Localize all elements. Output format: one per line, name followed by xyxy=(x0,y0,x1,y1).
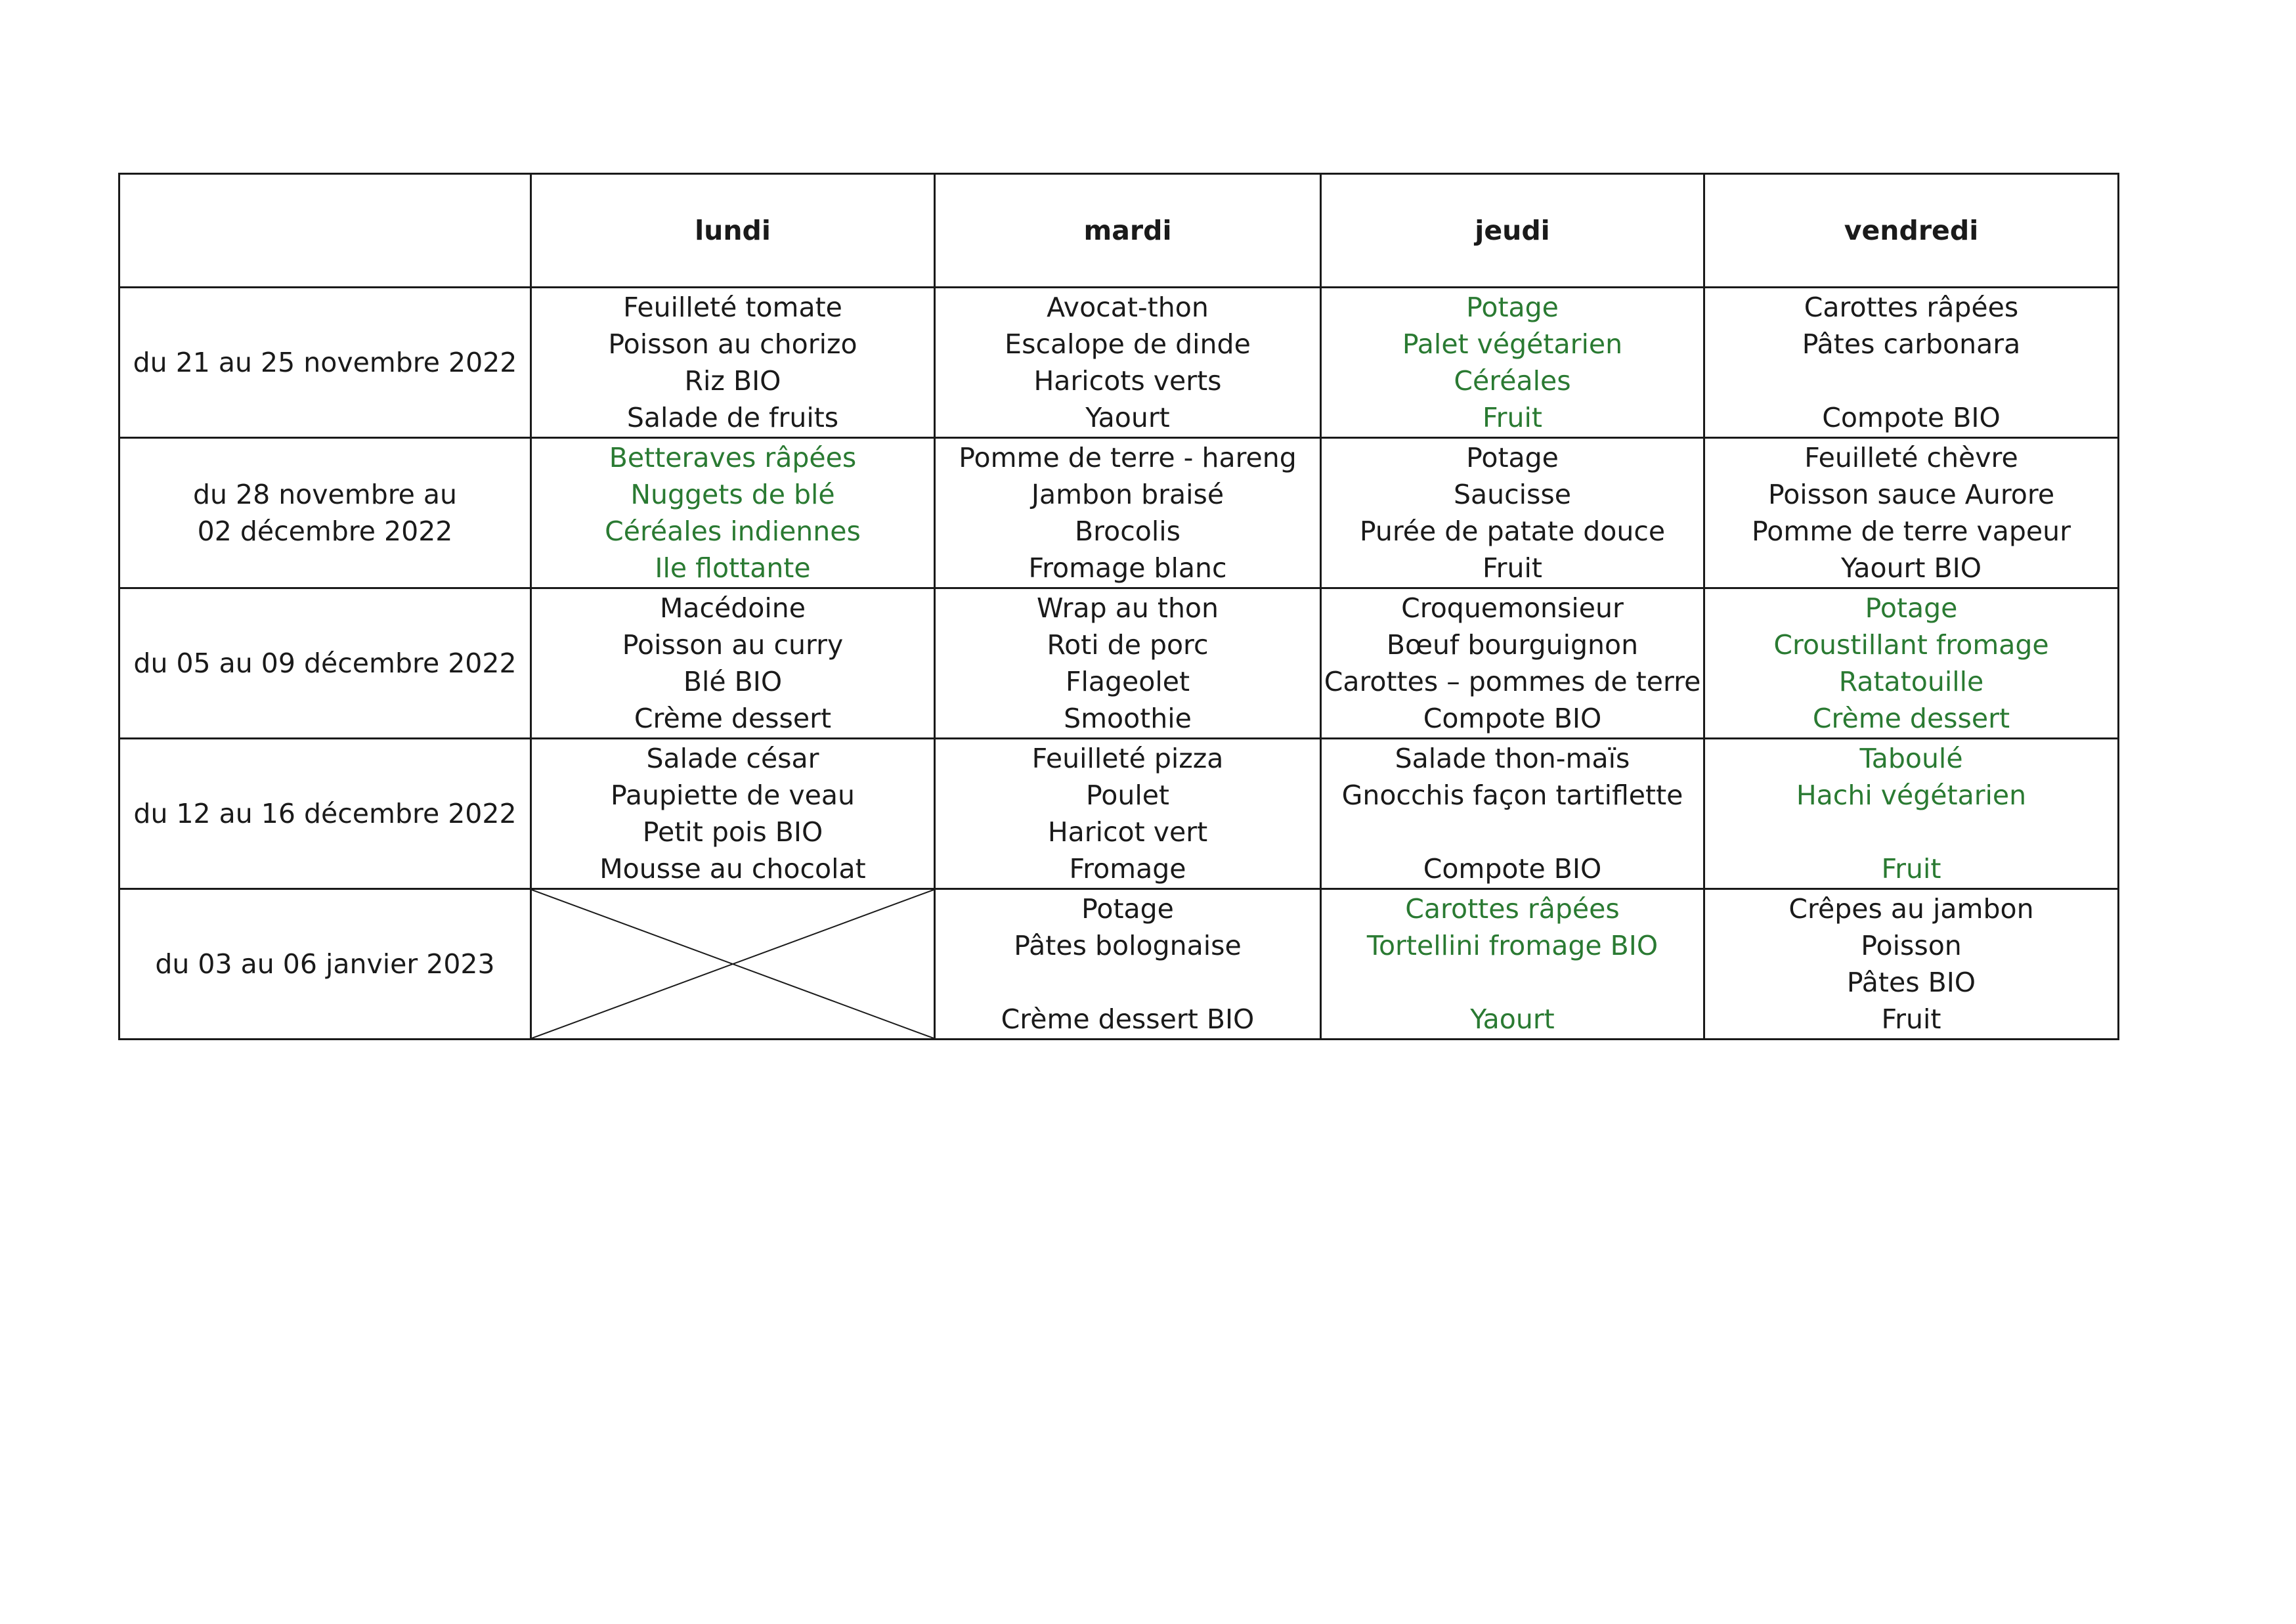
dish-item: Céréales indiennes xyxy=(605,516,861,547)
menu-cell-mardi xyxy=(935,438,1321,588)
dish-item: Jambon braisé xyxy=(1031,479,1224,510)
menu-cell-lundi xyxy=(531,739,935,889)
dish-item: Poisson sauce Aurore xyxy=(1767,479,2055,510)
menu-cell-mardi xyxy=(935,889,1321,1040)
dish-item: Gnocchis façon tartiflette xyxy=(1341,779,1683,811)
dish-item: Bœuf bourguignon xyxy=(1386,629,1639,661)
menu-cell-vendredi xyxy=(1704,588,2119,739)
day-header-lundi: lundi xyxy=(531,174,935,288)
dish-item: Smoothie xyxy=(1064,703,1192,734)
dish-item: Flageolet xyxy=(1065,666,1190,697)
dish-item: Crêpes au jambon xyxy=(1788,893,2034,925)
menu-cell-lundi xyxy=(531,588,935,739)
dish-item: Roti de porc xyxy=(1047,629,1209,661)
week-label xyxy=(119,438,531,588)
dish-item: Ratatouille xyxy=(1838,666,1984,697)
dish-item xyxy=(1322,964,1703,1001)
dish-item: Potage xyxy=(1081,893,1174,925)
menu-cell-vendredi xyxy=(1704,438,2119,588)
day-header-mardi: mardi xyxy=(935,174,1321,288)
dish-item: Carottes râpées xyxy=(1804,292,2019,323)
dish-item: Palet végétarien xyxy=(1402,328,1623,360)
dish-item: Betteraves râpées xyxy=(609,442,857,473)
dish-item xyxy=(1705,362,2117,399)
dish-item: Paupiette de veau xyxy=(611,779,855,811)
header-row xyxy=(119,174,2119,288)
menu-cell-jeudi xyxy=(1321,588,1704,739)
dish-item: Purée de patate douce xyxy=(1359,516,1666,547)
week-label xyxy=(119,588,531,739)
dish-item: Poisson xyxy=(1861,930,1962,961)
dish-item: Petit pois BIO xyxy=(642,816,823,848)
dish-item: Feuilleté pizza xyxy=(1031,743,1224,774)
dish-item: Haricots verts xyxy=(1033,365,1222,397)
dish-item: Wrap au thon xyxy=(1036,592,1219,624)
dish-item: Fruit xyxy=(1483,402,1542,433)
menu-cell-jeudi xyxy=(1321,438,1704,588)
day-header-vendredi: vendredi xyxy=(1704,174,2119,288)
menu-cell-jeudi xyxy=(1321,739,1704,889)
dish-item: Croustillant fromage xyxy=(1773,629,2049,661)
week-label xyxy=(119,288,531,438)
week-label-line: 02 décembre 2022 xyxy=(197,516,453,547)
dish-item: Yaourt xyxy=(1085,402,1170,433)
menu-cell-vendredi xyxy=(1704,889,2119,1040)
dish-item: Compote BIO xyxy=(1423,703,1602,734)
menu-cell-vendredi xyxy=(1704,739,2119,889)
dish-item: Carottes – pommes de terre xyxy=(1324,666,1701,697)
dish-item: Ile flottante xyxy=(655,552,811,584)
dish-item: Nuggets de blé xyxy=(630,479,835,510)
week-label-line: du 05 au 09 décembre 2022 xyxy=(133,647,517,679)
dish-item: Macédoine xyxy=(660,592,806,624)
dish-item: Fruit xyxy=(1881,1003,1941,1035)
week-row xyxy=(119,288,2119,438)
dish-item: Céréales xyxy=(1454,365,1571,397)
menu-cell-lundi xyxy=(531,288,935,438)
day-header-jeudi: jeudi xyxy=(1321,174,1704,288)
menu-cell-mardi xyxy=(935,288,1321,438)
dish-item: Compote BIO xyxy=(1423,853,1602,885)
dish-item: Mousse au chocolat xyxy=(599,853,866,885)
dish-item: Poisson au chorizo xyxy=(608,328,857,360)
dish-item: Yaourt BIO xyxy=(1840,552,1982,584)
header-corner-cell xyxy=(119,174,531,288)
dish-item xyxy=(1322,814,1703,850)
week-label-line: du 03 au 06 janvier 2023 xyxy=(155,948,495,980)
dish-item: Crème dessert xyxy=(1812,703,2010,734)
week-row xyxy=(119,588,2119,739)
dish-item: Feuilleté chèvre xyxy=(1804,442,2018,473)
week-label-line: du 12 au 16 décembre 2022 xyxy=(133,798,517,829)
dish-item: Potage xyxy=(1466,442,1559,473)
dish-item: Avocat-thon xyxy=(1047,292,1209,323)
dish-item: Croquemonsieur xyxy=(1401,592,1624,624)
dish-item: Riz BIO xyxy=(684,365,781,397)
week-label-line: du 28 novembre au xyxy=(192,479,458,510)
dish-item: Salade césar xyxy=(646,743,819,774)
dish-item: Haricot vert xyxy=(1047,816,1208,848)
week-label xyxy=(119,889,531,1040)
dish-item: Fromage blanc xyxy=(1028,552,1227,584)
dish-item: Compote BIO xyxy=(1822,402,2001,433)
dish-item: Pomme de terre - hareng xyxy=(959,442,1297,473)
dish-item: Pâtes bolognaise xyxy=(1014,930,1242,961)
dish-item: Yaourt xyxy=(1470,1003,1555,1035)
dish-item: Salade de fruits xyxy=(626,402,839,433)
menu-cell-jeudi xyxy=(1321,288,1704,438)
dish-item: Fromage xyxy=(1069,853,1186,885)
dish-item: Feuilleté tomate xyxy=(623,292,842,323)
week-label-line: du 21 au 25 novembre 2022 xyxy=(133,347,517,378)
week-row xyxy=(119,889,2119,1040)
menu-cell-lundi xyxy=(531,438,935,588)
dish-item: Crème dessert xyxy=(634,703,832,734)
menu-cell-vendredi xyxy=(1704,288,2119,438)
dish-item xyxy=(1705,814,2117,850)
dish-item: Taboulé xyxy=(1859,743,1963,774)
dish-item: Potage xyxy=(1865,592,1958,624)
dish-item: Saucisse xyxy=(1453,479,1571,510)
dish-item: Pâtes carbonara xyxy=(1802,328,2021,360)
dish-item: Fruit xyxy=(1881,853,1941,885)
week-row xyxy=(119,739,2119,889)
menu-table xyxy=(118,173,2119,1040)
dish-item: Salade thon-maïs xyxy=(1395,743,1630,774)
week-label xyxy=(119,739,531,889)
dish-item: Escalope de dinde xyxy=(1005,328,1251,360)
dish-item: Fruit xyxy=(1483,552,1542,584)
cross-mark xyxy=(532,890,934,1038)
dish-item: Blé BIO xyxy=(683,666,783,697)
menu-cell-mardi xyxy=(935,588,1321,739)
dish-item: Pâtes BIO xyxy=(1846,967,1976,998)
dish-item: Tortellini fromage BIO xyxy=(1366,930,1658,961)
dish-item: Pomme de terre vapeur xyxy=(1752,516,2071,547)
menu-cell-jeudi xyxy=(1321,889,1704,1040)
menu-cell-mardi xyxy=(935,739,1321,889)
empty-cell-crossed xyxy=(531,889,935,1040)
week-row xyxy=(119,438,2119,588)
dish-item: Potage xyxy=(1466,292,1559,323)
dish-item xyxy=(936,964,1320,1001)
dish-item: Carottes râpées xyxy=(1405,893,1620,925)
dish-item: Crème dessert BIO xyxy=(1001,1003,1255,1035)
dish-item: Hachi végétarien xyxy=(1796,779,2027,811)
dish-item: Poisson au curry xyxy=(622,629,844,661)
dish-item: Brocolis xyxy=(1075,516,1180,547)
dish-item: Poulet xyxy=(1085,779,1170,811)
